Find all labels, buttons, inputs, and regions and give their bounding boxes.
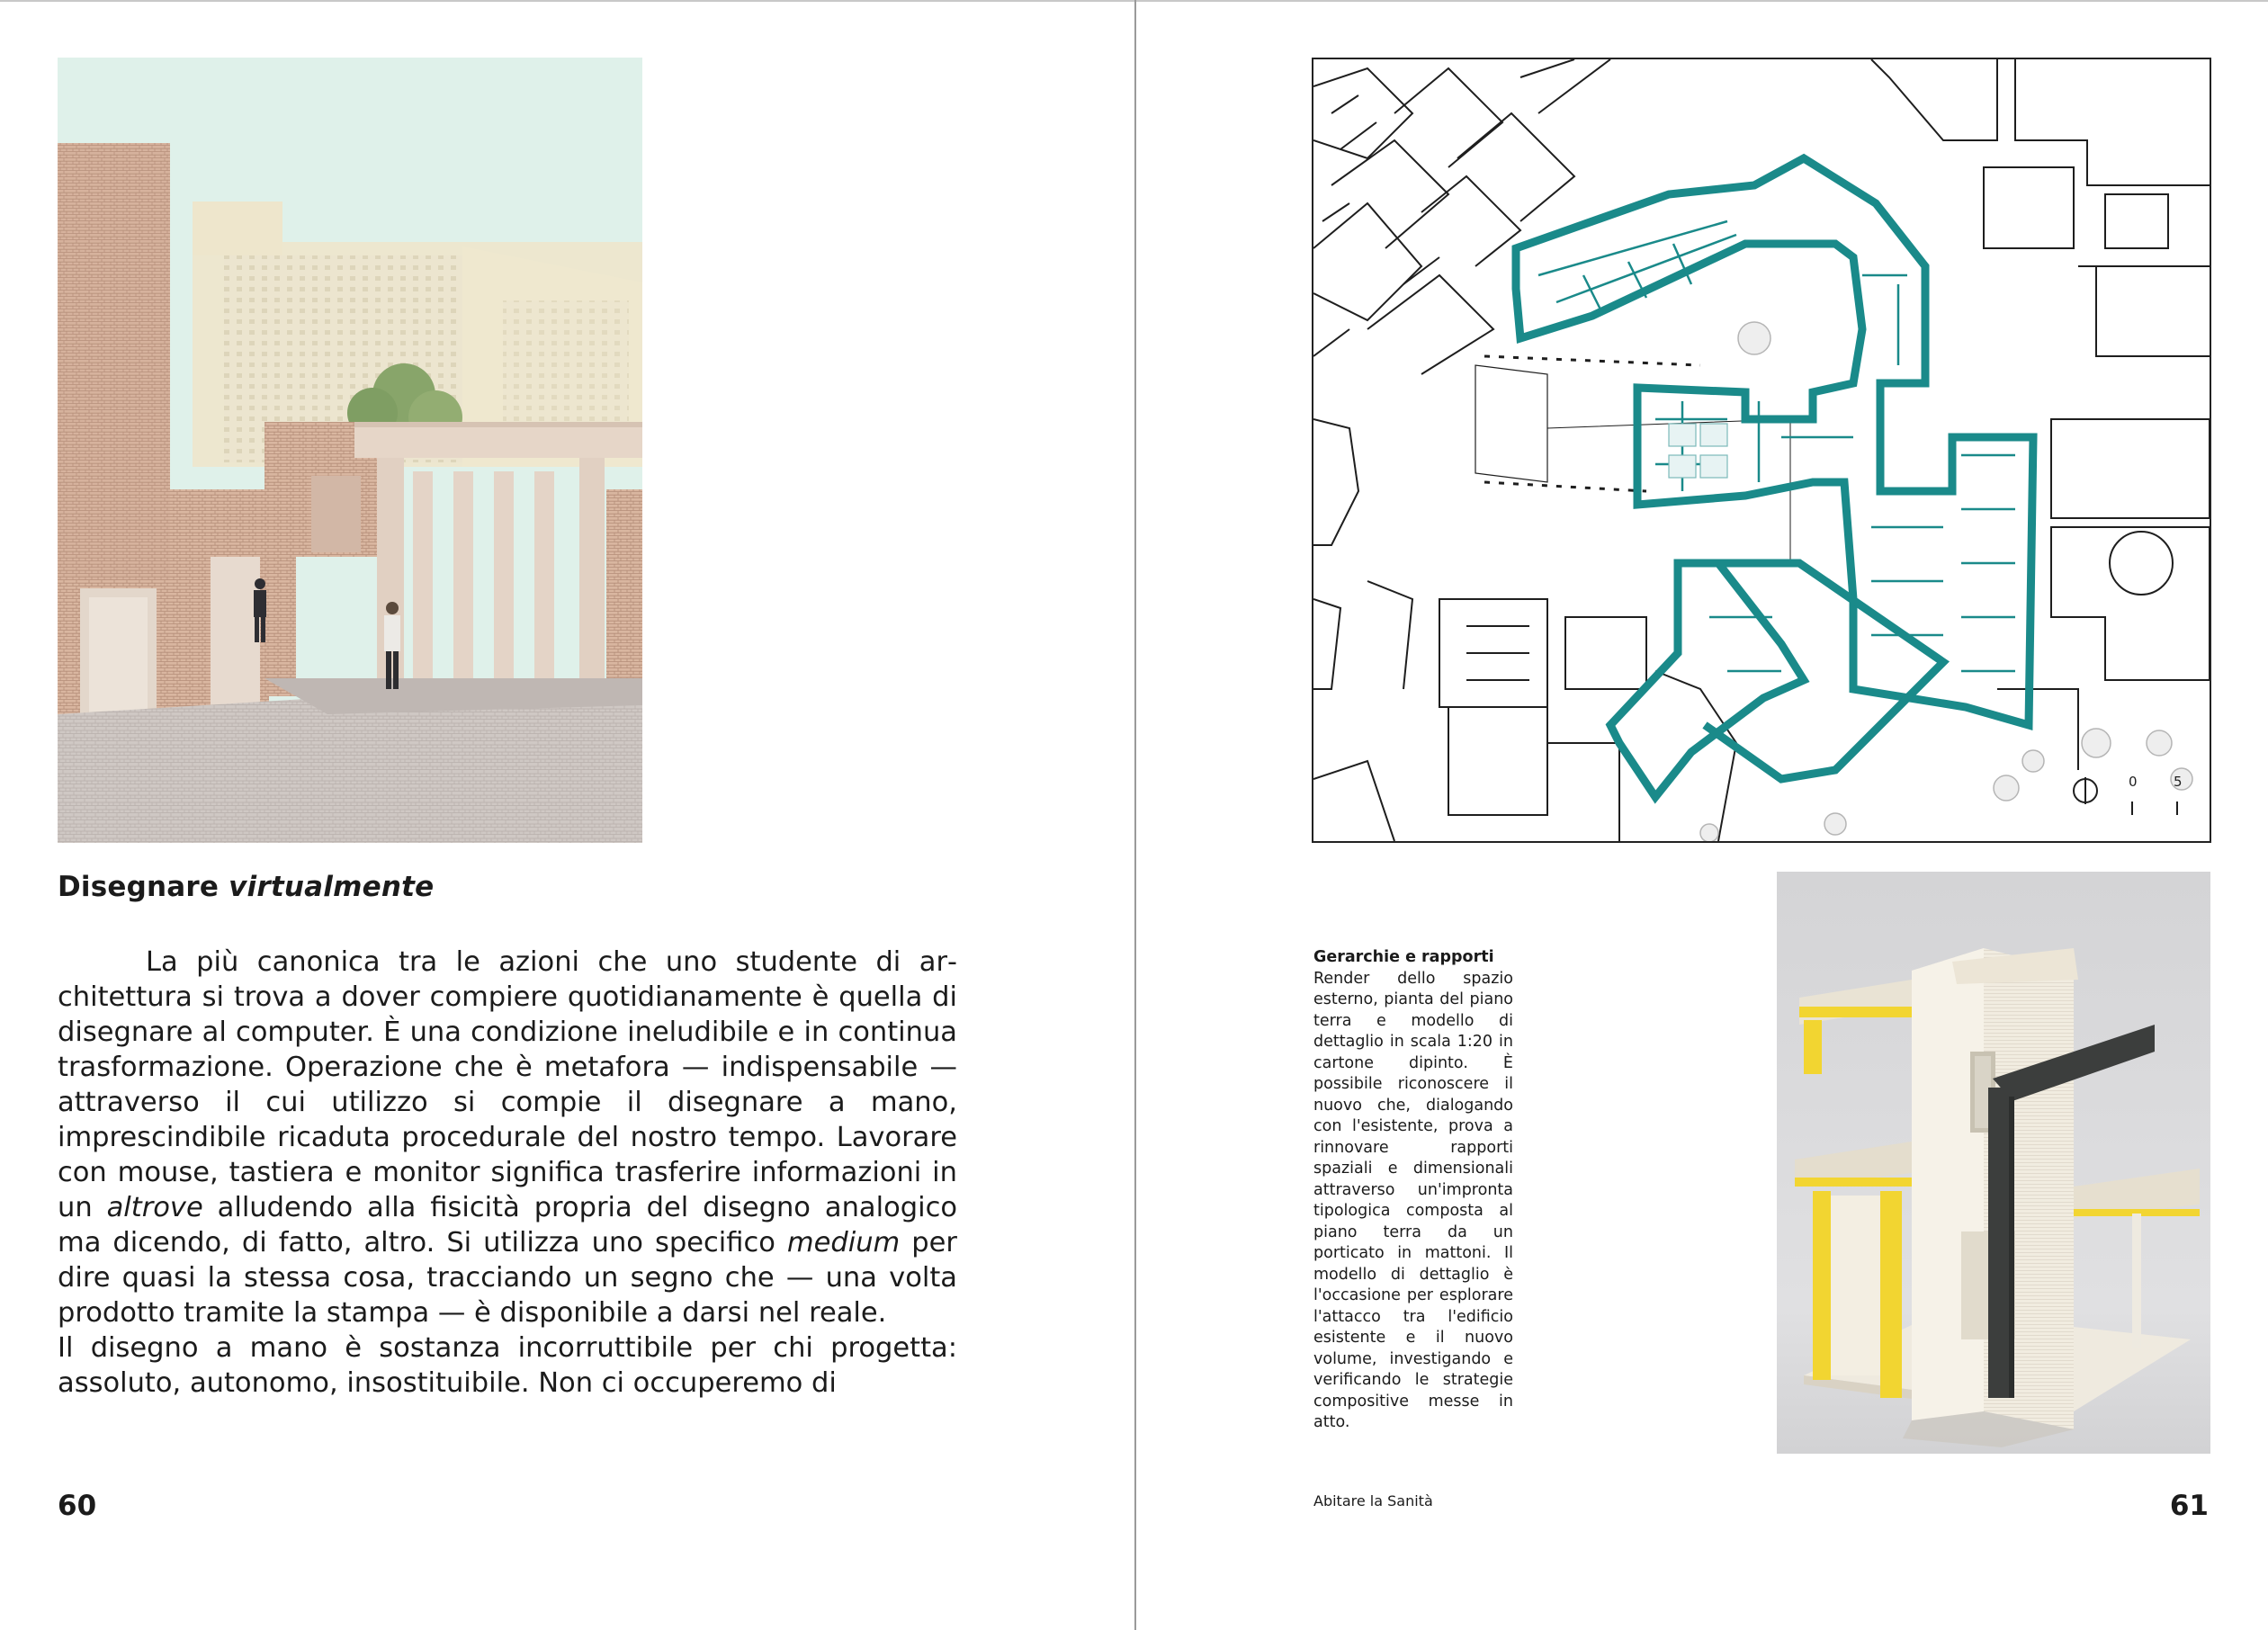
right-page <box>1135 0 2268 1630</box>
model-photo <box>1777 872 2210 1454</box>
body-text <box>58 945 957 1401</box>
section-heading: Disegnare virtualmente <box>58 871 435 903</box>
exterior-render-image <box>58 58 642 843</box>
body-paragraph-2: Il disegno a mano è sostanza incorruttibile per chi progetta: assoluto, autonomo, insostituibile. Non ci occuperemo di <box>58 1332 957 1399</box>
scale-label-0: 0 <box>2129 774 2138 790</box>
italic-term: altrove <box>106 1192 203 1223</box>
text-run: La più canonica tra le azioni che uno studente di architettura si trova a dover compiere quotidianamente è quella di disegnare al computer. È una condizione ineludibile e in continua trasformazione. Operazione che è metafora — indispensabile — attraverso il cui utilizzo si compie il disegnare a mano, imprescindibile ricaduta procedurale del nostro tempo. Lavorare con mouse, tastiera e monitor significa trasferire informazioni in un <box>58 946 957 1223</box>
page-number-right: 61 <box>2169 1490 2209 1522</box>
footer-book-title: Abitare la Sanità <box>1313 1492 1433 1509</box>
figure-caption <box>1313 947 1513 1434</box>
caption-body: Render dello spazio esterno, pianta del piano terra e modello di dettaglio in scala 1:20 in cartone dipinto. È possibile riconoscere il nuovo che, dialogando con l'esistente, prova a rinnovare rapporti spaziali e dimensionali attraverso un'impronta tipologica composta al piano terra da un porticato in mattoni. Il modello di dettaglio è l'occasione per esplorare l'attacco tra l'edificio esistente e il nuovo volume, investigando e verificando le strategie compositive messe in atto. <box>1313 969 1513 1431</box>
body-paragraph-1 <box>58 945 957 1330</box>
text-run: alludendo alla fisicità propria del disegno analogico ma dicendo, di fatto, altro. Si utilizza uno specifico <box>58 1192 957 1258</box>
italic-term: medium <box>786 1227 901 1258</box>
section-heading-italic: virtualmente <box>229 871 435 903</box>
page-number-left: 60 <box>58 1490 97 1522</box>
scale-label-5: 5 <box>2174 774 2183 790</box>
caption-title: Gerarchie e rapporti <box>1313 948 1494 966</box>
ground-floor-plan <box>1312 58 2211 843</box>
text-run: per dire quasi la stessa cosa, tracciando un segno che — una volta prodotto tramite la stampa — è disponibile a darsi nel reale. <box>58 1227 957 1329</box>
